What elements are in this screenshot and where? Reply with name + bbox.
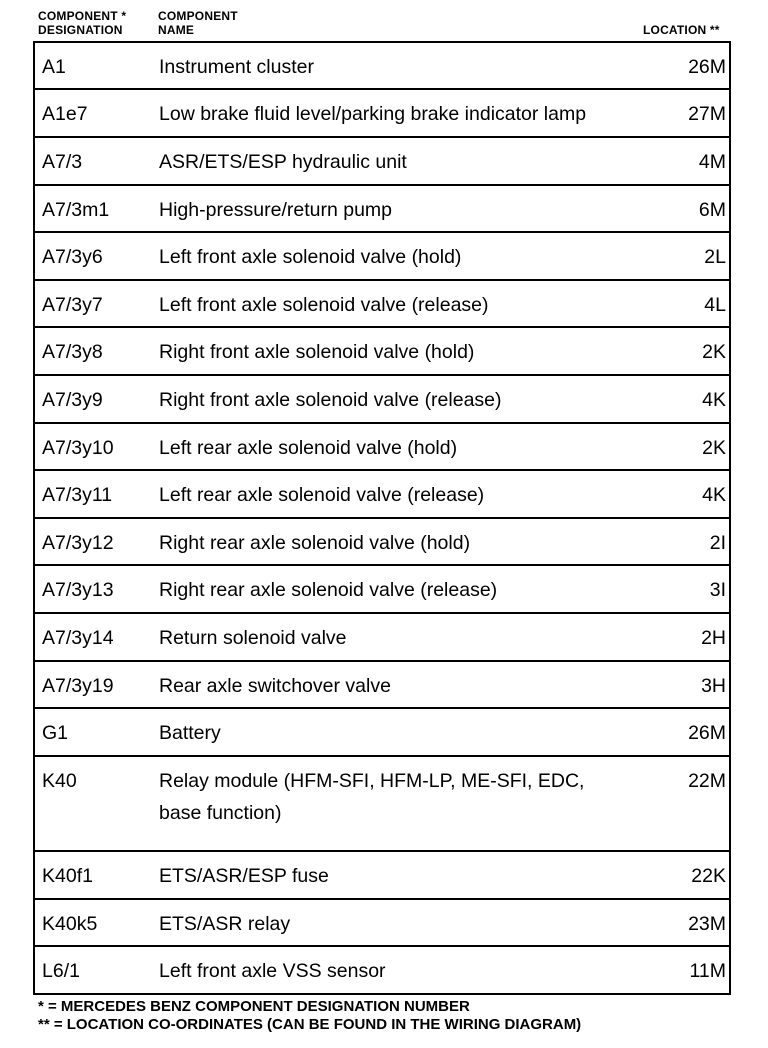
component-location: 2H: [701, 627, 726, 649]
component-location: 22K: [691, 865, 726, 887]
component-name-line1: Left front axle solenoid valve (hold): [159, 246, 462, 268]
component-location: 3I: [709, 579, 726, 601]
component-designation: A7/3y7: [42, 294, 103, 316]
component-designation: A7/3y12: [42, 532, 114, 554]
component-name: [159, 479, 659, 511]
component-name-line1: Return solenoid valve: [159, 627, 347, 649]
header-name-line2: NAME: [158, 23, 195, 37]
component-name-line1: Right front axle solenoid valve (release): [159, 389, 502, 411]
component-designation: K40f1: [42, 865, 93, 887]
component-location: 3H: [701, 675, 726, 697]
component-name: [159, 289, 659, 321]
header-location-label: LOCATION **: [643, 23, 720, 37]
component-name: [159, 717, 659, 749]
table-row: [35, 376, 729, 424]
component-name: [159, 432, 659, 464]
component-designation: K40: [42, 770, 77, 792]
component-name-line1: Left rear axle solenoid valve (hold): [159, 437, 458, 459]
component-location: 23M: [688, 913, 726, 935]
component-name-line2: base function): [159, 802, 282, 824]
component-location: 4K: [702, 389, 726, 411]
component-designation: A7/3y19: [42, 675, 114, 697]
footnote-designation: * = MERCEDES BENZ COMPONENT DESIGNATION NUMBER: [38, 998, 470, 1015]
footnote-location: ** = LOCATION CO-ORDINATES (CAN BE FOUND IN THE WIRING DIAGRAM): [38, 1016, 582, 1033]
component-name-line1: Relay module (HFM-SFI, HFM-LP, ME-SFI, EDC,: [159, 770, 585, 792]
component-name-line1: Low brake fluid level/parking brake indicator lamp: [159, 103, 587, 125]
component-table: [33, 41, 731, 995]
component-designation: A7/3y11: [42, 484, 113, 506]
component-location: 4L: [704, 294, 726, 316]
component-name: [159, 194, 659, 226]
component-location: 2K: [702, 341, 726, 363]
table-row: [35, 566, 729, 614]
table-row: [35, 900, 729, 947]
component-name: [159, 146, 659, 178]
component-designation: A7/3y8: [42, 341, 103, 363]
table-row: [35, 328, 729, 376]
table-row: [35, 614, 729, 662]
table-row: [35, 662, 729, 709]
component-designation: G1: [42, 722, 69, 744]
table-row: [35, 519, 729, 566]
component-name: [159, 908, 659, 940]
table-row: [35, 757, 729, 852]
table-row: [35, 852, 729, 900]
component-location: 27M: [688, 103, 726, 125]
component-location: 2L: [704, 246, 726, 268]
component-location: 11M: [689, 960, 726, 982]
table-row: [35, 424, 729, 471]
header-component-designation: [38, 9, 126, 37]
component-name: [159, 622, 659, 654]
component-name: [159, 336, 659, 368]
component-name: [159, 98, 659, 130]
component-location: 26M: [688, 722, 726, 744]
component-name-line1: Right rear axle solenoid valve (hold): [159, 532, 471, 554]
table-row: [35, 281, 729, 328]
component-name-line1: Left front axle VSS sensor: [159, 960, 386, 982]
table-row: [35, 471, 729, 519]
table-row: [35, 233, 729, 281]
component-designation: A7/3y13: [42, 579, 114, 601]
table-row: [35, 709, 729, 757]
component-location: 26M: [688, 56, 726, 78]
component-location: 2I: [709, 532, 726, 554]
component-name: [159, 860, 659, 892]
header-location: [643, 23, 720, 37]
table-row: [35, 43, 729, 90]
component-name-line1: Rear axle switchover valve: [159, 675, 391, 697]
component-name: [159, 670, 659, 702]
component-designation: A7/3: [42, 151, 83, 173]
header-designation-line1: COMPONENT *: [38, 9, 127, 23]
component-name: [159, 527, 659, 559]
component-location: 2K: [702, 437, 726, 459]
component-name: [159, 955, 659, 987]
component-name: [159, 241, 659, 273]
component-name: [159, 384, 659, 416]
component-name-line1: Battery: [159, 722, 221, 744]
component-name-line1: ASR/ETS/ESP hydraulic unit: [159, 151, 407, 173]
component-designation: A7/3y6: [42, 246, 103, 268]
component-designation: L6/1: [42, 960, 80, 982]
component-designation: A1: [42, 56, 66, 78]
component-designation: A1e7: [42, 103, 88, 125]
component-name-line1: Right rear axle solenoid valve (release): [159, 579, 498, 601]
component-name-line1: ETS/ASR/ESP fuse: [159, 865, 329, 887]
header-name-line1: COMPONENT: [158, 9, 238, 23]
component-location: 4M: [698, 151, 726, 173]
table-row: [35, 947, 729, 995]
component-name: [159, 574, 659, 606]
component-location: 4K: [702, 484, 726, 506]
header-component-name: [158, 9, 238, 37]
table-row: [35, 90, 729, 138]
component-name-line1: ETS/ASR relay: [159, 913, 291, 935]
component-name-line1: Left rear axle solenoid valve (release): [159, 484, 485, 506]
header-designation-line2: DESIGNATION: [38, 23, 123, 37]
component-name-line1: High-pressure/return pump: [159, 199, 393, 221]
component-name: [159, 765, 659, 829]
component-designation: A7/3y9: [42, 389, 103, 411]
table-row: [35, 138, 729, 186]
component-name-line1: Left front axle solenoid valve (release): [159, 294, 489, 316]
component-designation: A7/3y10: [42, 437, 114, 459]
component-designation: A7/3m1: [42, 199, 110, 221]
component-designation: K40k5: [42, 913, 98, 935]
component-name-line1: Instrument cluster: [159, 56, 314, 78]
component-designation: A7/3y14: [42, 627, 114, 649]
table-row: [35, 186, 729, 233]
component-name: [159, 51, 659, 83]
component-location: 6M: [698, 199, 726, 221]
component-location: 22M: [688, 770, 726, 792]
component-name-line1: Right front axle solenoid valve (hold): [159, 341, 475, 363]
